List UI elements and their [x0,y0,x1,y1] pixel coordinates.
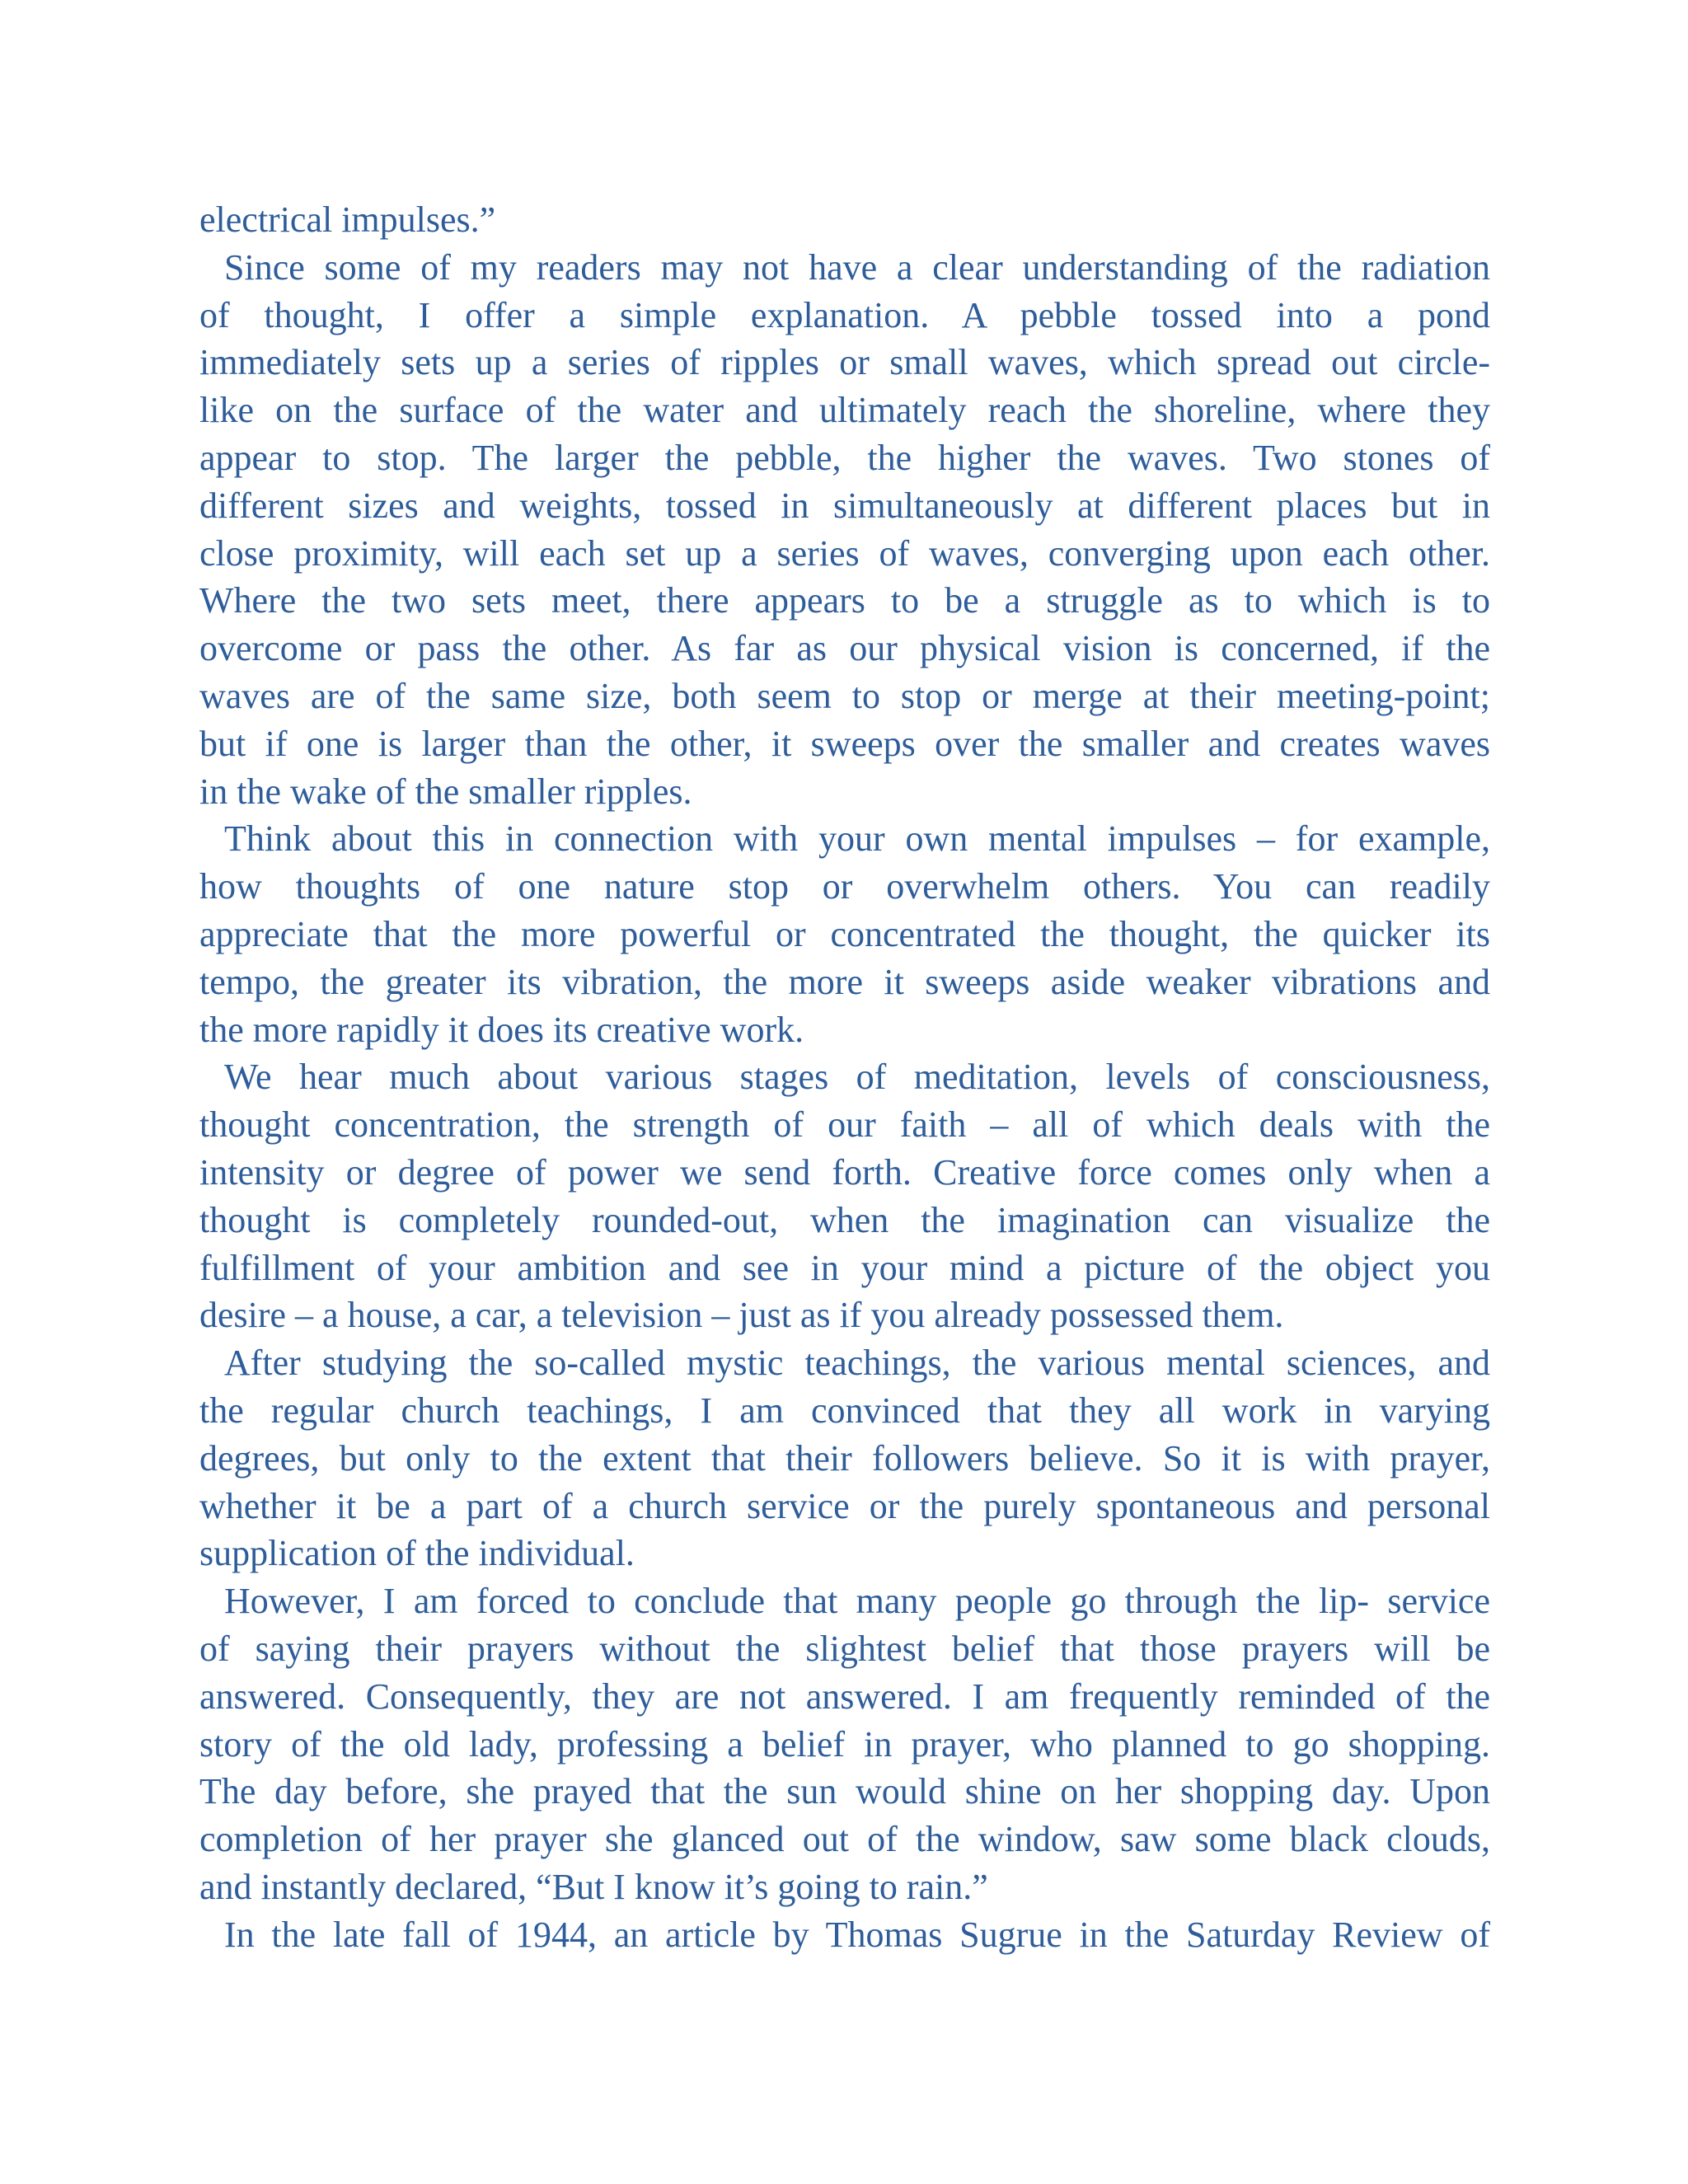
text-line: The day before, she prayed that the sun would shine on her shopping day. Upon [199,1771,1490,1812]
text-line: the more rapidly it does its creative work. [199,1009,804,1050]
text-line: desire – a house, a car, a television – just as if you already possessed them. [199,1295,1284,1336]
text-line: of saying their prayers without the slightest belief that those prayers will be [199,1628,1490,1669]
text-line: waves are of the same size, both seem to stop or merge at their meeting-point; [199,675,1490,716]
text-line: immediately sets up a series of ripples or small waves, which spread out circle- [199,342,1490,383]
body-text [199,196,1490,1958]
text-line: However, I am forced to conclude that many people go through the lip- service [224,1581,1490,1622]
text-line: and instantly declared, “But I know it’s going to rain.” [199,1866,988,1907]
text-line: tempo, the greater its vibration, the more it sweeps aside weaker vibrations and [199,961,1490,1002]
text-line: After studying the so-called mystic teachings, the various mental sciences, and [224,1343,1490,1384]
text-line: whether it be a part of a church service or the purely spontaneous and personal [199,1485,1490,1526]
text-line: overcome or pass the other. As far as our physical vision is concerned, if the [199,628,1490,669]
text-line: thought is completely rounded-out, when the imagination can visualize the [199,1199,1490,1240]
text-line: but if one is larger than the other, it sweeps over the smaller and creates waves [199,723,1490,764]
text-line: appear to stop. The larger the pebble, the higher the waves. Two stones of [199,437,1490,478]
text-line: appreciate that the more powerful or concentrated the thought, the quicker its [199,913,1490,954]
text-line: in the wake of the smaller ripples. [199,771,692,812]
text-line: of thought, I offer a simple explanation. A pebble tossed into a pond [199,294,1490,335]
text-line: In the late fall of 1944, an article by Thomas Sugrue in the Saturday Review of [224,1914,1490,1955]
text-line: answered. Consequently, they are not answered. I am frequently reminded of the [199,1675,1490,1717]
text-line: electrical impulses.” [199,199,496,240]
text-line: story of the old lady, professing a belief in prayer, who planned to go shopping. [199,1723,1490,1765]
text-line: close proximity, will each set up a series of waves, converging upon each other. [199,532,1490,574]
text-line: how thoughts of one nature stop or overwhelm others. You can readily [199,866,1490,907]
text-line: the regular church teachings, I am convinced that they all work in varying [199,1390,1490,1431]
text-line: We hear much about various stages of meditation, levels of consciousness, [224,1057,1490,1098]
text-line: Think about this in connection with your own mental impulses – for example, [224,818,1490,860]
text-line: like on the surface of the water and ultimately reach the shoreline, where they [199,390,1490,431]
text-line: fulfillment of your ambition and see in your mind a picture of the object you [199,1247,1490,1288]
text-line: Where the two sets meet, there appears to be a struggle as to which is to [199,580,1490,621]
text-line: completion of her prayer she glanced out of the window, saw some black clouds, [199,1819,1490,1860]
text-line: Since some of my readers may not have a clear understanding of the radiation [224,246,1490,288]
text-line: different sizes and weights, tossed in simultaneously at different places but in [199,485,1490,526]
text-line: degrees, but only to the extent that their followers believe. So it is with prayer, [199,1437,1490,1479]
text-line: supplication of the individual. [199,1533,635,1574]
text-line: intensity or degree of power we send forth. Creative force comes only when a [199,1151,1490,1193]
text-line: thought concentration, the strength of our faith – all of which deals with the [199,1104,1490,1146]
